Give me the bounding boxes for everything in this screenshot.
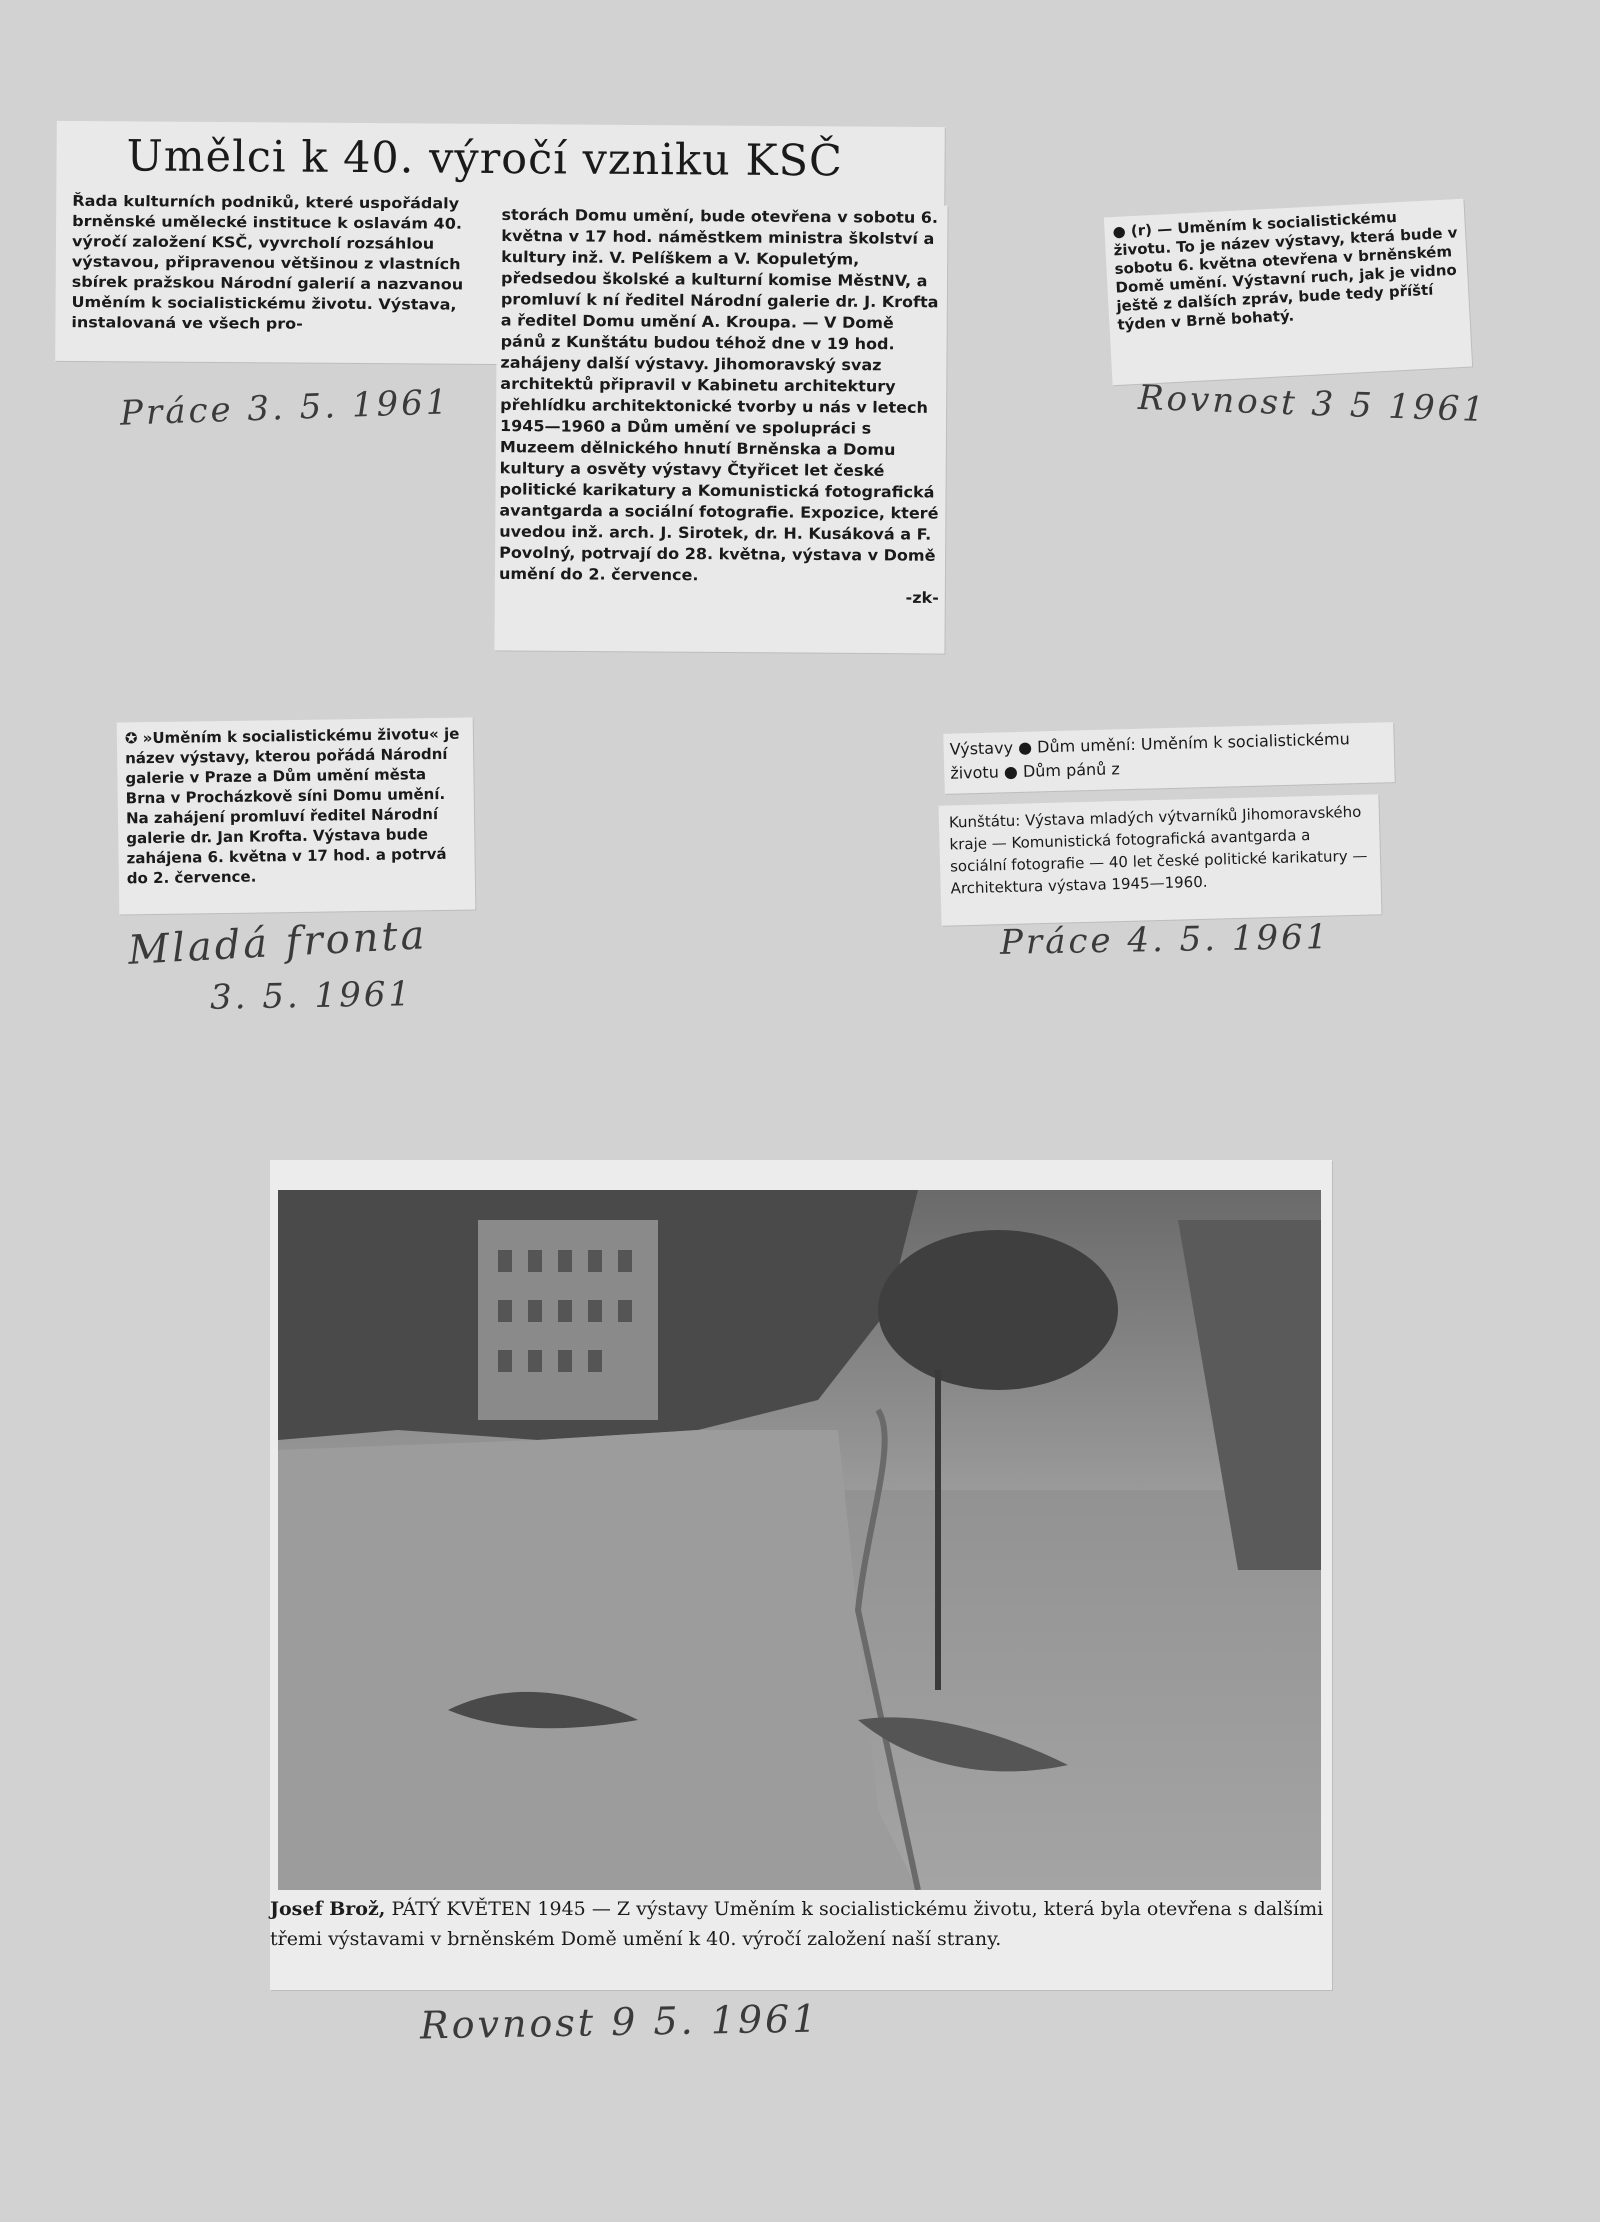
mlada-fronta-body [125,724,467,889]
caption-author: Josef Brož, [270,1898,386,1920]
prace-listing-top-text: Výstavy ● Dům umění: Uměním k socialistickému životu ● Dům pánů z [949,729,1350,783]
rovnost-note-clipping [1104,199,1472,386]
prace-listing-bottom-body [949,801,1371,900]
article-column-1 [71,191,512,336]
annotation-rovnost-1: Rovnost 3 5 1961 [1137,377,1488,431]
prace-listing-bottom-text: Kunštátu: Výstava mladých výtvarníků Jihomoravského kraje — Komunistická fotografická avantgarda a sociální fotografie — 40 let české politické karikatury — Architektura výstava 1945—1960. [948,802,1368,898]
prace-listing-clipping-top [943,722,1394,794]
article-column-2 [499,204,942,608]
prace-listing-top-body [949,726,1390,786]
prace-article-continuation [494,202,947,653]
mlada-fronta-clipping [117,718,476,915]
annotation-prace-2: Práce 4. 5. 1961 [999,917,1331,963]
caption-title: PÁTÝ KVĚTEN 1945 [391,1898,586,1920]
article-column-2-text: storách Domu umění, bude otevřena v sobotu 6. května v 17 hod. náměstkem ministra školství a kultury inž. V. Pelíškem a V. Kopuletým, předsedou školské a kulturní komise MěstNV, a promluví k ní ředitel Národní galerie dr. J. Krofta a ředitel Domu umění A. Kroupa. — V Domě pánů z Kunštátu budou téhož dne v 19 hod. zahájeny další výstavy. Jihomoravský svaz architektů připravil v Kabinetu architektury přehlídku architektonické tvorby u nás v letech 1945—1960 a Dům umění ve spolupráci s Muzeem dělnického hnutí Brněnska a Domu kultury a osvěty výstavy Čtyřicet let české politické karikatury a Komunistická fotografická avantgarda a sociální fotografie. Expozice, které uvedou inž. arch. J. Sirotek, dr. H. Kusáková a F. Povolný, potrvají do 28. května, výstava v Domě umění do 2. července. [498,205,939,585]
mlada-fronta-text: ✪ »Uměním k socialistickému životu« je název výstavy, kterou pořádá Národní galerie v Praze a Dům umění města Brna v Procházkově síni Domu umění. Na zahájení promluví ředitel Národní galerie dr. Jan Krofta. Výstava bude zahájena 6. května v 17 hod. a potrvá do 2. července. [124,724,460,888]
article-column-1-text: Řada kulturních podniků, které uspořádaly brněnské umělecké instituce k oslavám 40. výročí založení KSČ, vyvrcholí rozsáhlou výstavou, připravenou většinou z vlastních sbírek pražskou Národní galerií a nazvanou Uměním k socialistickému životu. Výstava, instalovaná ve všech pro- [71,191,464,333]
annotation-mlada-fronta-title: Mladá fronta [127,912,429,974]
prace-listing-clipping-bottom [939,794,1382,925]
painting-reproduction [278,1190,1321,1890]
article-signature: -zk- [905,588,939,607]
rovnost-note-body [1112,205,1462,335]
annotation-mlada-fronta-date: 3. 5. 1961 [209,974,414,1018]
article-headline: Umělci k 40. výročí vzniku KSČ [126,131,844,187]
annotation-prace-1: Práce 3. 5. 1961 [119,382,452,434]
photo-caption [250,1894,1380,1954]
caption-rest: — Z výstavy Uměním k socialistickému životu, která byla otevřena s dalšími třemi výstavami v brněnském Domě umění k 40. výročí založení naší strany. [270,1898,1324,1950]
annotation-rovnost-2: Rovnost 9 5. 1961 [419,1996,820,2048]
rovnost-note-text: ● (r) — Uměním k socialistickému životu. To je název výstavy, která bude v sobotu 6. května otevřena v brněnském Domě umění. Výstavní ruch, jak je vidno ještě z dalších zpráv, bude tedy příští týden v Brně bohatý. [1112,208,1458,334]
